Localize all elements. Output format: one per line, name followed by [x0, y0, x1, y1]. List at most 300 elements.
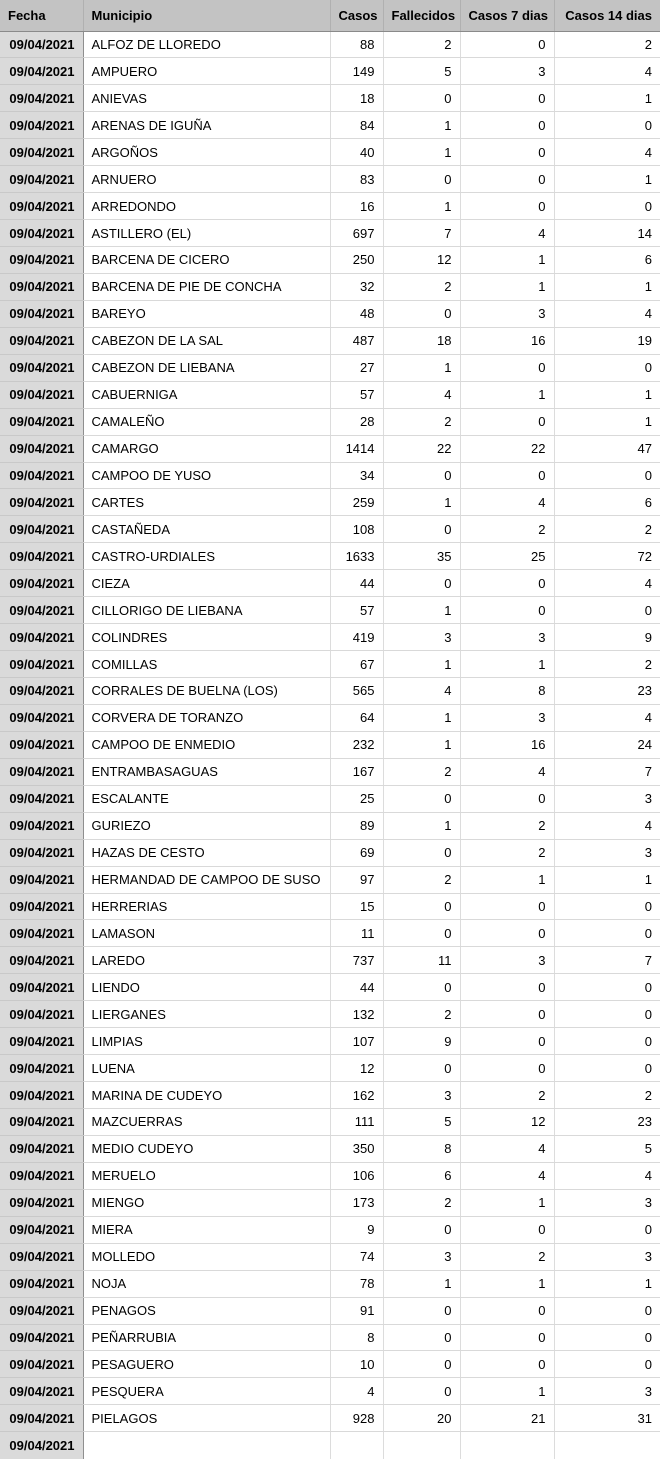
- cell-fecha: 09/04/2021: [0, 1378, 83, 1405]
- cell-fecha: 09/04/2021: [0, 381, 83, 408]
- column-header-casos-14-dias[interactable]: Casos 14 dias: [554, 0, 660, 31]
- cell-fecha: 09/04/2021: [0, 354, 83, 381]
- cell-casos-7-dias: 0: [460, 1351, 554, 1378]
- table-row[interactable]: [0, 920, 660, 947]
- table-row[interactable]: [0, 678, 660, 705]
- cell-fallecidos: 1: [383, 193, 460, 220]
- table-row[interactable]: [0, 489, 660, 516]
- table-row[interactable]: [0, 704, 660, 731]
- cell-fecha: 09/04/2021: [0, 1055, 83, 1082]
- cell-casos-7-dias: 4: [460, 220, 554, 247]
- cell-fecha: 09/04/2021: [0, 112, 83, 139]
- table-row[interactable]: [0, 85, 660, 112]
- cell-municipio: PEÑARRUBIA: [83, 1324, 330, 1351]
- cell-municipio: ENTRAMBASAGUAS: [83, 758, 330, 785]
- cell-casos-14-dias: 0: [554, 893, 660, 920]
- table-row[interactable]: [0, 1324, 660, 1351]
- cell-casos: 232: [330, 731, 383, 758]
- cell-municipio: LAMASON: [83, 920, 330, 947]
- cell-casos-14-dias: 1: [554, 85, 660, 112]
- table-row[interactable]: [0, 273, 660, 300]
- table-row[interactable]: [0, 1378, 660, 1405]
- cell-fallecidos: 0: [383, 462, 460, 489]
- cell-municipio: CORVERA DE TORANZO: [83, 704, 330, 731]
- cell-casos-14-dias: 1: [554, 408, 660, 435]
- cell-casos-7-dias: 4: [460, 758, 554, 785]
- column-header-casos[interactable]: Casos: [330, 0, 383, 31]
- table-row[interactable]: [0, 247, 660, 274]
- cell-fallecidos: 18: [383, 327, 460, 354]
- cell-casos-7-dias: 1: [460, 273, 554, 300]
- cell-municipio: CIEZA: [83, 570, 330, 597]
- cell-casos: 89: [330, 812, 383, 839]
- table-row[interactable]: [0, 139, 660, 166]
- cell-fallecidos: 1: [383, 1270, 460, 1297]
- cell-municipio: ARREDONDO: [83, 193, 330, 220]
- cell-casos-7-dias: 16: [460, 327, 554, 354]
- cell-casos-7-dias: 16: [460, 731, 554, 758]
- cell-fallecidos: 1: [383, 812, 460, 839]
- cell-fecha: 09/04/2021: [0, 678, 83, 705]
- table-row[interactable]: [0, 624, 660, 651]
- cell-municipio: ARENAS DE IGUÑA: [83, 112, 330, 139]
- table-row[interactable]: [0, 31, 660, 58]
- cell-fallecidos: 5: [383, 1109, 460, 1136]
- cell-fallecidos: 4: [383, 678, 460, 705]
- table-row[interactable]: [0, 1109, 660, 1136]
- cell-municipio: CABUERNIGA: [83, 381, 330, 408]
- cell-fecha: 09/04/2021: [0, 435, 83, 462]
- cell-casos: 64: [330, 704, 383, 731]
- cell-casos: 565: [330, 678, 383, 705]
- cell-casos-7-dias: 3: [460, 947, 554, 974]
- cell-fecha: 09/04/2021: [0, 1082, 83, 1109]
- table-row[interactable]: [0, 839, 660, 866]
- cell-fallecidos: 3: [383, 1243, 460, 1270]
- cell-casos: 162: [330, 1082, 383, 1109]
- cell-fecha: 09/04/2021: [0, 866, 83, 893]
- cell-municipio: ARGOÑOS: [83, 139, 330, 166]
- cell-fallecidos: 3: [383, 1082, 460, 1109]
- cell-fallecidos: 2: [383, 31, 460, 58]
- table-row[interactable]: [0, 354, 660, 381]
- table-row[interactable]: [0, 1270, 660, 1297]
- cell-casos-14-dias: 1: [554, 1270, 660, 1297]
- cell-casos: 48: [330, 300, 383, 327]
- cell-municipio: CASTRO-URDIALES: [83, 543, 330, 570]
- cell-fallecidos: 1: [383, 704, 460, 731]
- cell-casos-14-dias: 31: [554, 1405, 660, 1432]
- table-row[interactable]: [0, 758, 660, 785]
- cell-municipio: BARCENA DE PIE DE CONCHA: [83, 273, 330, 300]
- cell-casos-7-dias: 2: [460, 1243, 554, 1270]
- cell-casos: 27: [330, 354, 383, 381]
- cell-fallecidos: 0: [383, 166, 460, 193]
- cell-casos-7-dias: [460, 1432, 554, 1459]
- table-row[interactable]: [0, 1432, 660, 1459]
- cell-casos: 167: [330, 758, 383, 785]
- cell-municipio: NOJA: [83, 1270, 330, 1297]
- cell-casos-14-dias: 14: [554, 220, 660, 247]
- table-row[interactable]: [0, 1297, 660, 1324]
- cell-fecha: 09/04/2021: [0, 758, 83, 785]
- cell-casos: 69: [330, 839, 383, 866]
- cell-fecha: 09/04/2021: [0, 893, 83, 920]
- cell-casos-14-dias: 6: [554, 489, 660, 516]
- cell-casos-14-dias: 1: [554, 866, 660, 893]
- cell-casos: 487: [330, 327, 383, 354]
- cell-casos-7-dias: 0: [460, 974, 554, 1001]
- cell-fecha: 09/04/2021: [0, 247, 83, 274]
- table-row[interactable]: [0, 1243, 660, 1270]
- cell-municipio: BAREYO: [83, 300, 330, 327]
- cell-fecha: 09/04/2021: [0, 220, 83, 247]
- table-row[interactable]: [0, 1405, 660, 1432]
- cell-casos-14-dias: 0: [554, 112, 660, 139]
- cell-municipio: ANIEVAS: [83, 85, 330, 112]
- column-header-casos-7-dias[interactable]: Casos 7 dias: [460, 0, 554, 31]
- cell-fallecidos: 0: [383, 1324, 460, 1351]
- cell-casos: 250: [330, 247, 383, 274]
- cell-casos-7-dias: 3: [460, 300, 554, 327]
- cell-municipio: ESCALANTE: [83, 785, 330, 812]
- cell-casos: 44: [330, 974, 383, 1001]
- cell-fallecidos: 1: [383, 731, 460, 758]
- cell-fallecidos: 0: [383, 1351, 460, 1378]
- cell-municipio: [83, 1432, 330, 1459]
- cell-casos: 57: [330, 381, 383, 408]
- cell-fallecidos: 0: [383, 1378, 460, 1405]
- cell-fallecidos: 0: [383, 1055, 460, 1082]
- cell-municipio: HERRERIAS: [83, 893, 330, 920]
- cell-casos-14-dias: 0: [554, 1028, 660, 1055]
- cell-casos: 67: [330, 651, 383, 678]
- table-header-row: [0, 0, 660, 31]
- cell-casos-7-dias: 0: [460, 1028, 554, 1055]
- cell-fallecidos: 1: [383, 489, 460, 516]
- cell-fallecidos: 35: [383, 543, 460, 570]
- table-row[interactable]: [0, 1028, 660, 1055]
- cell-fallecidos: 8: [383, 1135, 460, 1162]
- cell-casos-7-dias: 0: [460, 354, 554, 381]
- table-row[interactable]: [0, 516, 660, 543]
- cell-casos: 18: [330, 85, 383, 112]
- table-row[interactable]: [0, 408, 660, 435]
- cell-fallecidos: 0: [383, 1216, 460, 1243]
- cell-fecha: 09/04/2021: [0, 489, 83, 516]
- cell-casos-7-dias: 0: [460, 893, 554, 920]
- cell-casos: 259: [330, 489, 383, 516]
- table-row[interactable]: [0, 785, 660, 812]
- cell-casos: 32: [330, 273, 383, 300]
- cell-fecha: 09/04/2021: [0, 193, 83, 220]
- cell-municipio: CAMARGO: [83, 435, 330, 462]
- cell-fecha: 09/04/2021: [0, 1001, 83, 1028]
- cell-fallecidos: 2: [383, 408, 460, 435]
- cell-fallecidos: 9: [383, 1028, 460, 1055]
- cell-fecha: 09/04/2021: [0, 273, 83, 300]
- cell-casos-14-dias: 7: [554, 947, 660, 974]
- cell-casos-14-dias: 0: [554, 920, 660, 947]
- cell-fallecidos: 1: [383, 139, 460, 166]
- table-row[interactable]: [0, 866, 660, 893]
- table-row[interactable]: [0, 1082, 660, 1109]
- cell-fecha: 09/04/2021: [0, 974, 83, 1001]
- cell-casos: 44: [330, 570, 383, 597]
- table-row[interactable]: [0, 193, 660, 220]
- cell-fecha: 09/04/2021: [0, 839, 83, 866]
- cell-casos-7-dias: 8: [460, 678, 554, 705]
- table-row[interactable]: [0, 1135, 660, 1162]
- cell-casos: 15: [330, 893, 383, 920]
- table-row[interactable]: [0, 597, 660, 624]
- cell-casos: 12: [330, 1055, 383, 1082]
- cell-casos-7-dias: 2: [460, 839, 554, 866]
- cell-fecha: 09/04/2021: [0, 1162, 83, 1189]
- cell-casos-14-dias: 2: [554, 651, 660, 678]
- cell-municipio: PENAGOS: [83, 1297, 330, 1324]
- cell-casos: 84: [330, 112, 383, 139]
- cell-casos: 1414: [330, 435, 383, 462]
- column-header-fallecidos[interactable]: Fallecidos: [383, 0, 460, 31]
- cell-casos: 9: [330, 1216, 383, 1243]
- cell-fallecidos: 22: [383, 435, 460, 462]
- cell-casos: 10: [330, 1351, 383, 1378]
- cell-fallecidos: 12: [383, 247, 460, 274]
- table-row[interactable]: [0, 570, 660, 597]
- cell-casos-14-dias: 4: [554, 704, 660, 731]
- cell-casos-7-dias: 25: [460, 543, 554, 570]
- cell-fallecidos: 0: [383, 1297, 460, 1324]
- cell-municipio: LIMPIAS: [83, 1028, 330, 1055]
- cell-fecha: 09/04/2021: [0, 1243, 83, 1270]
- cell-fecha: 09/04/2021: [0, 624, 83, 651]
- table-row[interactable]: [0, 1351, 660, 1378]
- cell-casos-14-dias: 0: [554, 597, 660, 624]
- cell-casos: 28: [330, 408, 383, 435]
- cell-casos: 8: [330, 1324, 383, 1351]
- table-row[interactable]: [0, 327, 660, 354]
- cell-casos-14-dias: 0: [554, 1297, 660, 1324]
- table-row[interactable]: [0, 1162, 660, 1189]
- cell-casos-7-dias: 3: [460, 624, 554, 651]
- cell-fallecidos: 1: [383, 354, 460, 381]
- cell-fallecidos: 0: [383, 974, 460, 1001]
- cell-casos-14-dias: 4: [554, 812, 660, 839]
- cell-casos-7-dias: 0: [460, 85, 554, 112]
- table-body: [0, 31, 660, 1459]
- cell-fecha: 09/04/2021: [0, 812, 83, 839]
- cell-casos: 1633: [330, 543, 383, 570]
- cell-casos-14-dias: 1: [554, 381, 660, 408]
- table-row[interactable]: [0, 1001, 660, 1028]
- table-row[interactable]: [0, 893, 660, 920]
- cell-fecha: 09/04/2021: [0, 462, 83, 489]
- cell-fecha: 09/04/2021: [0, 651, 83, 678]
- cell-municipio: COMILLAS: [83, 651, 330, 678]
- cell-casos-14-dias: 3: [554, 1243, 660, 1270]
- cell-casos-7-dias: 2: [460, 1082, 554, 1109]
- cell-fecha: 09/04/2021: [0, 408, 83, 435]
- cell-municipio: PIELAGOS: [83, 1405, 330, 1432]
- cell-casos-7-dias: 0: [460, 570, 554, 597]
- cell-casos: 149: [330, 58, 383, 85]
- cell-fallecidos: 2: [383, 866, 460, 893]
- cell-casos-7-dias: 1: [460, 1270, 554, 1297]
- cell-casos-7-dias: 22: [460, 435, 554, 462]
- cell-fallecidos: 1: [383, 651, 460, 678]
- cell-municipio: CAMPOO DE ENMEDIO: [83, 731, 330, 758]
- cell-fallecidos: [383, 1432, 460, 1459]
- table-row[interactable]: [0, 381, 660, 408]
- cell-municipio: PESQUERA: [83, 1378, 330, 1405]
- cell-casos: 928: [330, 1405, 383, 1432]
- cell-casos-7-dias: 1: [460, 651, 554, 678]
- cell-casos-7-dias: 0: [460, 31, 554, 58]
- cell-casos: 57: [330, 597, 383, 624]
- cell-fecha: 09/04/2021: [0, 543, 83, 570]
- cell-casos-7-dias: 1: [460, 1378, 554, 1405]
- cell-casos-14-dias: 47: [554, 435, 660, 462]
- cell-fallecidos: 3: [383, 624, 460, 651]
- table-row[interactable]: [0, 435, 660, 462]
- cell-casos-7-dias: 0: [460, 408, 554, 435]
- cell-casos-7-dias: 1: [460, 866, 554, 893]
- cell-casos-7-dias: 0: [460, 785, 554, 812]
- cell-fallecidos: 1: [383, 597, 460, 624]
- table-row[interactable]: [0, 651, 660, 678]
- table-row[interactable]: [0, 58, 660, 85]
- cell-casos: 91: [330, 1297, 383, 1324]
- cell-casos-14-dias: 3: [554, 839, 660, 866]
- cell-casos-14-dias: 2: [554, 516, 660, 543]
- cell-casos: 83: [330, 166, 383, 193]
- table-row[interactable]: [0, 543, 660, 570]
- cell-municipio: MIENGO: [83, 1189, 330, 1216]
- cell-municipio: LUENA: [83, 1055, 330, 1082]
- cell-casos-7-dias: 12: [460, 1109, 554, 1136]
- cell-fecha: 09/04/2021: [0, 1297, 83, 1324]
- cell-casos-14-dias: 4: [554, 1162, 660, 1189]
- cell-casos-7-dias: 2: [460, 812, 554, 839]
- cell-fecha: 09/04/2021: [0, 166, 83, 193]
- cell-casos-14-dias: 4: [554, 300, 660, 327]
- cell-fallecidos: 0: [383, 85, 460, 112]
- cell-casos-14-dias: 23: [554, 1109, 660, 1136]
- cell-casos-7-dias: 1: [460, 1189, 554, 1216]
- cell-casos-7-dias: 0: [460, 166, 554, 193]
- cell-casos-14-dias: 7: [554, 758, 660, 785]
- column-header-municipio[interactable]: Municipio: [83, 0, 330, 31]
- cell-casos-14-dias: 0: [554, 1055, 660, 1082]
- cell-fecha: 09/04/2021: [0, 1135, 83, 1162]
- table-row[interactable]: [0, 462, 660, 489]
- cell-fallecidos: 0: [383, 570, 460, 597]
- cell-fecha: 09/04/2021: [0, 570, 83, 597]
- column-header-fecha[interactable]: Fecha: [0, 0, 83, 31]
- cell-fecha: 09/04/2021: [0, 1028, 83, 1055]
- cell-fallecidos: 2: [383, 1189, 460, 1216]
- cell-municipio: HERMANDAD DE CAMPOO DE SUSO: [83, 866, 330, 893]
- cell-municipio: MAZCUERRAS: [83, 1109, 330, 1136]
- cell-casos-14-dias: 4: [554, 58, 660, 85]
- table-row[interactable]: [0, 812, 660, 839]
- table-row[interactable]: [0, 1216, 660, 1243]
- cell-municipio: LAREDO: [83, 947, 330, 974]
- cell-fecha: 09/04/2021: [0, 597, 83, 624]
- cell-casos: 78: [330, 1270, 383, 1297]
- cell-casos: 40: [330, 139, 383, 166]
- cell-fecha: 09/04/2021: [0, 731, 83, 758]
- table-row[interactable]: [0, 300, 660, 327]
- cell-fallecidos: 6: [383, 1162, 460, 1189]
- cell-casos-14-dias: 3: [554, 1378, 660, 1405]
- cell-municipio: LIENDO: [83, 974, 330, 1001]
- cell-municipio: COLINDRES: [83, 624, 330, 651]
- cell-fecha: 09/04/2021: [0, 1351, 83, 1378]
- cell-municipio: LIERGANES: [83, 1001, 330, 1028]
- cell-fallecidos: 0: [383, 920, 460, 947]
- cell-municipio: CAMALEÑO: [83, 408, 330, 435]
- cell-casos: 173: [330, 1189, 383, 1216]
- cell-fecha: 09/04/2021: [0, 1270, 83, 1297]
- cell-municipio: MOLLEDO: [83, 1243, 330, 1270]
- cell-casos: 106: [330, 1162, 383, 1189]
- cell-fallecidos: 11: [383, 947, 460, 974]
- cell-casos-7-dias: 21: [460, 1405, 554, 1432]
- cell-fecha: 09/04/2021: [0, 785, 83, 812]
- cell-municipio: CASTAÑEDA: [83, 516, 330, 543]
- cell-casos-14-dias: 6: [554, 247, 660, 274]
- cell-casos-7-dias: 0: [460, 920, 554, 947]
- cell-casos-7-dias: 4: [460, 1162, 554, 1189]
- cell-casos: 74: [330, 1243, 383, 1270]
- cell-casos-14-dias: 1: [554, 273, 660, 300]
- cell-municipio: CORRALES DE BUELNA (LOS): [83, 678, 330, 705]
- cell-fecha: 09/04/2021: [0, 1189, 83, 1216]
- cell-fallecidos: 2: [383, 1001, 460, 1028]
- cell-casos: 25: [330, 785, 383, 812]
- table-row[interactable]: [0, 1055, 660, 1082]
- table-row[interactable]: [0, 731, 660, 758]
- cell-casos-7-dias: 3: [460, 704, 554, 731]
- cell-fecha: 09/04/2021: [0, 516, 83, 543]
- table-row[interactable]: [0, 166, 660, 193]
- cell-fecha: 09/04/2021: [0, 1216, 83, 1243]
- table-row[interactable]: [0, 974, 660, 1001]
- cell-municipio: PESAGUERO: [83, 1351, 330, 1378]
- cell-casos-7-dias: 1: [460, 247, 554, 274]
- table-row[interactable]: [0, 947, 660, 974]
- cell-casos: 107: [330, 1028, 383, 1055]
- cell-municipio: ALFOZ DE LLOREDO: [83, 31, 330, 58]
- cell-municipio: MARINA DE CUDEYO: [83, 1082, 330, 1109]
- cell-fallecidos: 0: [383, 785, 460, 812]
- cell-fecha: 09/04/2021: [0, 139, 83, 166]
- table-row[interactable]: [0, 220, 660, 247]
- cell-casos: 737: [330, 947, 383, 974]
- cell-fallecidos: 7: [383, 220, 460, 247]
- cell-casos: 34: [330, 462, 383, 489]
- table-row[interactable]: [0, 112, 660, 139]
- table-row[interactable]: [0, 1189, 660, 1216]
- cell-casos-14-dias: 1: [554, 166, 660, 193]
- cell-casos-14-dias: 4: [554, 139, 660, 166]
- cell-casos-7-dias: 4: [460, 1135, 554, 1162]
- cell-fallecidos: 1: [383, 112, 460, 139]
- cell-casos-7-dias: 0: [460, 139, 554, 166]
- cell-casos: 88: [330, 31, 383, 58]
